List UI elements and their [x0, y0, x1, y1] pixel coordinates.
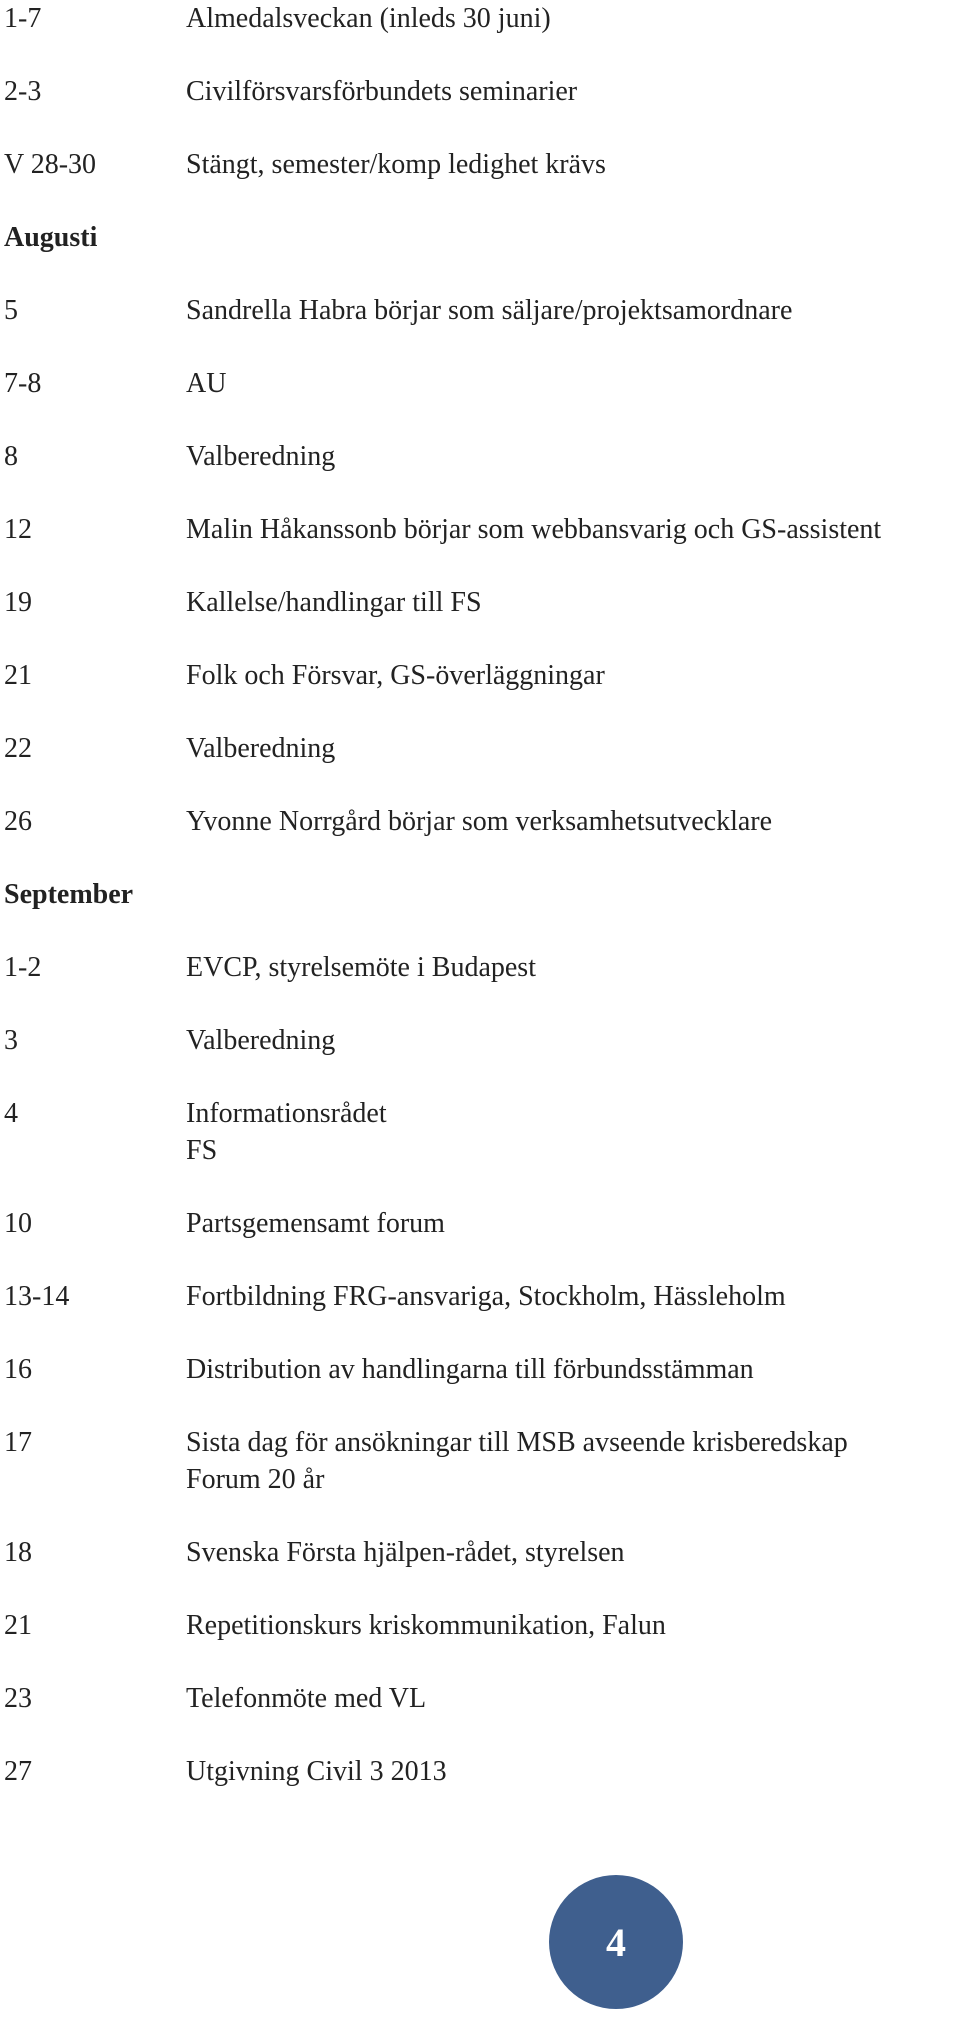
entry-event-text: Malin Håkanssonb börjar som webbansvarig och GS-assistent	[186, 514, 882, 545]
entry-date: 8	[4, 441, 18, 472]
entry-date: 22	[4, 733, 32, 764]
entry-date: 1-7	[4, 3, 42, 34]
entry-events	[186, 73, 960, 110]
entry-events	[186, 1534, 960, 1571]
calendar-entry	[0, 1278, 960, 1315]
entry-events	[186, 1753, 960, 1790]
calendar-entry	[0, 1753, 960, 1790]
entry-events	[186, 1607, 960, 1644]
calendar-entry	[0, 1022, 960, 1059]
entry-event-text: Civilförsvarsförbundets seminarier	[186, 76, 578, 107]
entry-date: 5	[4, 295, 18, 326]
entry-date: 3	[4, 1025, 18, 1056]
calendar-entry	[0, 511, 960, 548]
entry-event-text: Yvonne Norrgård börjar som verksamhetsutvecklare	[186, 806, 773, 837]
entry-events	[186, 292, 960, 329]
calendar-entry	[0, 438, 960, 475]
calendar-entry	[0, 657, 960, 694]
entry-event-text: EVCP, styrelsemöte i Budapest	[186, 952, 536, 983]
entry-date: 4	[4, 1098, 18, 1129]
entry-event-text: Fortbildning FRG-ansvariga, Stockholm, Hässleholm	[186, 1281, 786, 1312]
calendar-entry	[0, 584, 960, 621]
entry-events	[186, 584, 960, 621]
month-heading	[0, 876, 960, 913]
entry-event-text: Sandrella Habra börjar som säljare/projektsamordnare	[186, 295, 793, 326]
calendar-entry	[0, 1607, 960, 1644]
entry-events	[186, 1095, 960, 1169]
entry-date: 16	[4, 1354, 32, 1385]
entry-events	[186, 1680, 960, 1717]
entry-event-text: FS	[186, 1135, 218, 1166]
entry-events	[186, 0, 960, 37]
page-number-badge: 4	[549, 1875, 683, 2009]
entry-event-text: Almedalsveckan (inleds 30 juni)	[186, 3, 551, 34]
entry-event-text: Distribution av handlingarna till förbundsstämman	[186, 1354, 754, 1385]
entry-event-text: Folk och Försvar, GS-överläggningar	[186, 660, 605, 691]
entry-event-text: Valberedning	[186, 441, 336, 472]
calendar-entry	[0, 730, 960, 767]
entry-date: 13-14	[4, 1281, 70, 1312]
entry-date: 17	[4, 1427, 32, 1458]
entry-event-text: AU	[186, 368, 227, 399]
entry-events	[186, 365, 960, 402]
entry-events	[186, 657, 960, 694]
calendar-entry	[0, 0, 960, 37]
entry-date: V 28-30	[4, 149, 97, 180]
entry-date: 7-8	[4, 368, 42, 399]
entry-event-text: Stängt, semester/komp ledighet krävs	[186, 149, 606, 180]
entry-events	[186, 146, 960, 183]
entry-date: 19	[4, 587, 32, 618]
calendar-entry	[0, 1680, 960, 1717]
entry-events	[186, 1022, 960, 1059]
entry-event-text: Sista dag för ansökningar till MSB avseende krisberedskap	[186, 1427, 848, 1458]
entry-event-text: Kallelse/handlingar till FS	[186, 587, 482, 618]
entry-date: 21	[4, 660, 32, 691]
entry-event-text: Valberedning	[186, 733, 336, 764]
month-heading	[0, 219, 960, 256]
calendar-entry	[0, 73, 960, 110]
entry-date: 21	[4, 1610, 32, 1641]
entry-date: 18	[4, 1537, 32, 1568]
calendar-entry	[0, 365, 960, 402]
entry-events	[186, 1278, 960, 1315]
entry-event-text: Svenska Första hjälpen-rådet, styrelsen	[186, 1537, 625, 1568]
calendar-entry	[0, 1534, 960, 1571]
entry-event-text: Forum 20 år	[186, 1464, 325, 1495]
calendar-entry	[0, 1351, 960, 1388]
calendar-entry	[0, 1095, 960, 1169]
entry-event-text: Partsgemensamt forum	[186, 1208, 445, 1239]
calendar-entry	[0, 292, 960, 329]
entry-events	[186, 730, 960, 767]
entry-events	[186, 803, 960, 840]
entry-event-text: Repetitionskurs kriskommunikation, Falun	[186, 1610, 666, 1641]
entry-date: 10	[4, 1208, 32, 1239]
entry-events	[186, 949, 960, 986]
calendar-entry	[0, 1205, 960, 1242]
entry-event-text: Telefonmöte med VL	[186, 1683, 427, 1714]
entry-events	[186, 511, 960, 548]
entry-event-text: Informationsrådet	[186, 1098, 387, 1129]
calendar-entry	[0, 146, 960, 183]
calendar-entry	[0, 1424, 960, 1498]
entry-date: 27	[4, 1756, 32, 1787]
entry-date: 1-2	[4, 952, 42, 983]
entry-date: 2-3	[4, 76, 42, 107]
entry-events	[186, 1205, 960, 1242]
entry-events	[186, 1424, 960, 1498]
entry-event-text: Valberedning	[186, 1025, 336, 1056]
entry-date: 23	[4, 1683, 32, 1714]
entry-events	[186, 438, 960, 475]
entry-date: 26	[4, 806, 32, 837]
entry-date: 12	[4, 514, 32, 545]
month-heading-label: Augusti	[4, 222, 98, 253]
entry-events	[186, 1351, 960, 1388]
month-heading-label: September	[4, 879, 134, 910]
calendar-entry	[0, 803, 960, 840]
calendar-entry	[0, 949, 960, 986]
entry-event-text: Utgivning Civil 3 2013	[186, 1756, 447, 1787]
